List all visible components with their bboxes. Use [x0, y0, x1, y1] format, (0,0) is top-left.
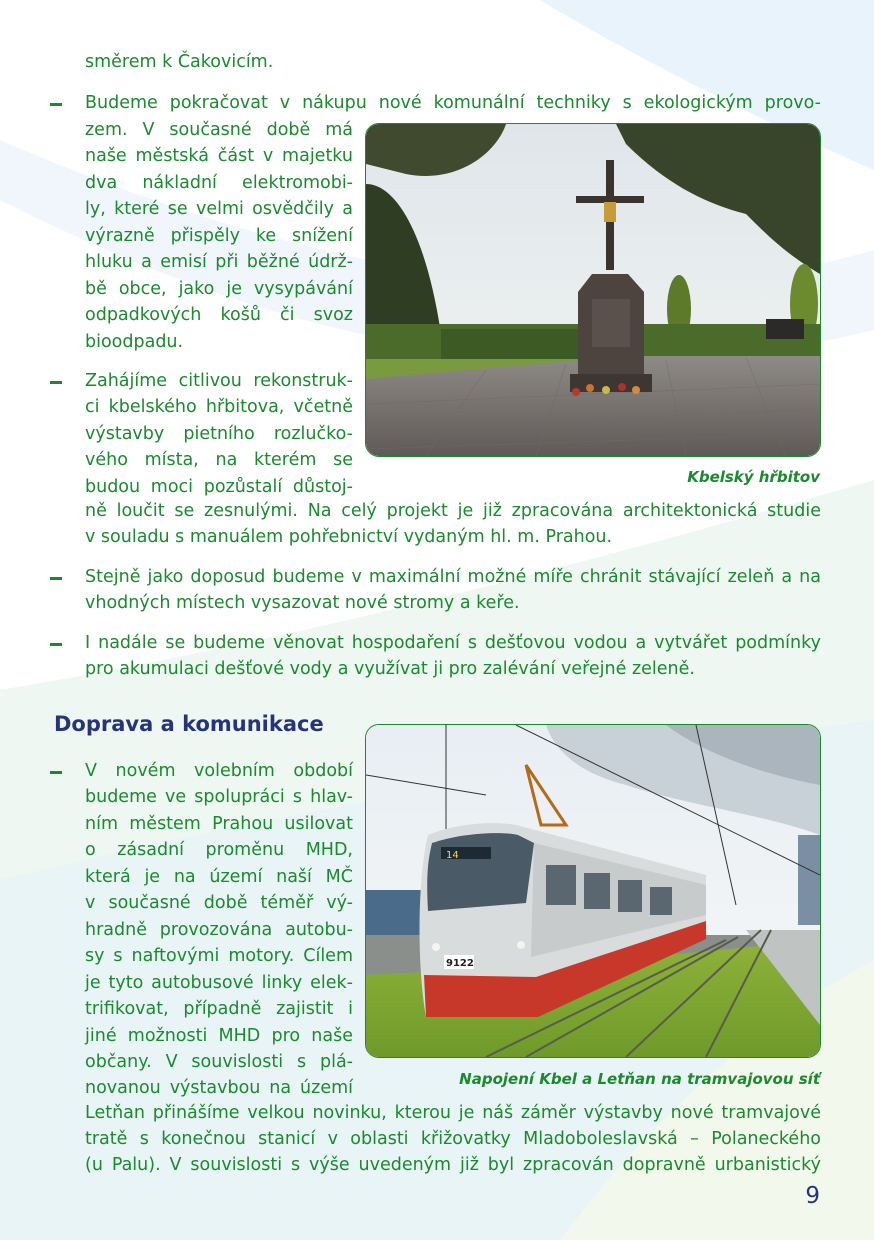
text-line: pro akumulaci dešťové vody a využívat ji pro zalévání veřejné zeleně.	[85, 659, 695, 679]
text-line: bioodpadu.	[85, 332, 184, 352]
text-line: bě obce, jako je vysypávání	[85, 279, 353, 299]
tram-number: 9122	[446, 958, 474, 969]
text-line: výrazně přispěly ke snížení	[85, 226, 353, 246]
tram-photo	[365, 724, 821, 1058]
photo-caption: Kbelský hřbitov	[687, 468, 820, 486]
text-line: V novém volebním období	[85, 761, 353, 781]
text-line: zem. V současné době má	[85, 120, 353, 140]
page-number: 9	[805, 1183, 820, 1209]
text-line: jiné možnosti MHD pro naše	[85, 1026, 353, 1046]
text-line: vhodných místech vysazovat nové stromy a keře.	[85, 593, 520, 613]
text-line: novanou výstavbou na území	[85, 1078, 353, 1098]
text-line: o zásadní proměnu MHD,	[85, 840, 353, 860]
text-line: trifikovat, případně zajistit i	[85, 999, 353, 1019]
text-line: tratě s konečnou stanicí v oblasti křižovatky Mladoboleslavská – Polaneckého	[85, 1129, 821, 1149]
tram-route-sign: 14	[446, 850, 459, 861]
continuation-line: směrem k Čakovicím.	[85, 52, 274, 72]
text-line: Stejně jako doposud budeme v maximální možné míře chránit stávající zeleň a na	[85, 567, 821, 587]
text-line: naše městská část v majetku	[85, 146, 353, 166]
text-line: občany. V souvislosti s plá-	[85, 1052, 353, 1072]
text-line: Budeme pokračovat v nákupu nové komunální techniky s ekologickým provo-	[85, 93, 821, 113]
text-line: ci kbelského hřbitova, včetně	[85, 397, 353, 417]
text-line: budou moci pozůstalí důstoj-	[85, 477, 353, 497]
text-line: vého místa, na kterém se	[85, 450, 353, 470]
text-line: je tyto autobusové linky elek-	[85, 973, 353, 993]
text-line: hluku a emisí při běžné údrž-	[85, 252, 353, 272]
text-line: (u Palu). V souvislosti s výše uvedeným již byl zpracován dopravně urbanistický	[85, 1155, 821, 1175]
cemetery-illustration	[366, 124, 820, 456]
text-line: I nadále se budeme věnovat hospodaření s dešťovou vodou a vytvářet podmínky	[85, 633, 821, 653]
bullet-marker	[50, 103, 62, 106]
cemetery-photo	[365, 123, 821, 457]
bullet-marker	[50, 771, 62, 774]
text-line: dva nákladní elektromobi-	[85, 173, 353, 193]
text-line: v současné době téměř vý-	[85, 893, 353, 913]
text-line: ly, které se velmi osvědčily a	[85, 199, 353, 219]
text-line: v souladu s manuálem pohřebnictví vydaným hl. m. Prahou.	[85, 527, 613, 547]
text-line: která je na území naší MČ	[85, 867, 353, 887]
text-line: výstavby pietního rozlučko-	[85, 424, 353, 444]
text-line: budeme ve spolupráci s hlav-	[85, 787, 353, 807]
section-heading: Doprava a komunikace	[54, 712, 324, 736]
text-line: hradně provozována autobu-	[85, 920, 353, 940]
bullet-marker	[50, 577, 62, 580]
bullet-marker	[50, 381, 62, 384]
text-line: Letňan přinášíme velkou novinku, kterou je náš záměr výstavby nové tramvajové	[85, 1103, 821, 1123]
photo-caption: Napojení Kbel a Letňan na tramvajovou síť	[459, 1070, 820, 1088]
text-line: odpadkových košů či svoz	[85, 305, 353, 325]
text-line: sy s naftovými motory. Cílem	[85, 946, 353, 966]
text-line: ně loučit se zesnulými. Na celý projekt je již zpracována architektonická studie	[85, 501, 821, 521]
text-line: ním městem Prahou usilovat	[85, 814, 353, 834]
tram-illustration	[366, 725, 820, 1057]
bullet-marker	[50, 643, 62, 646]
text-line: Zahájíme citlivou rekonstruk-	[85, 371, 353, 391]
